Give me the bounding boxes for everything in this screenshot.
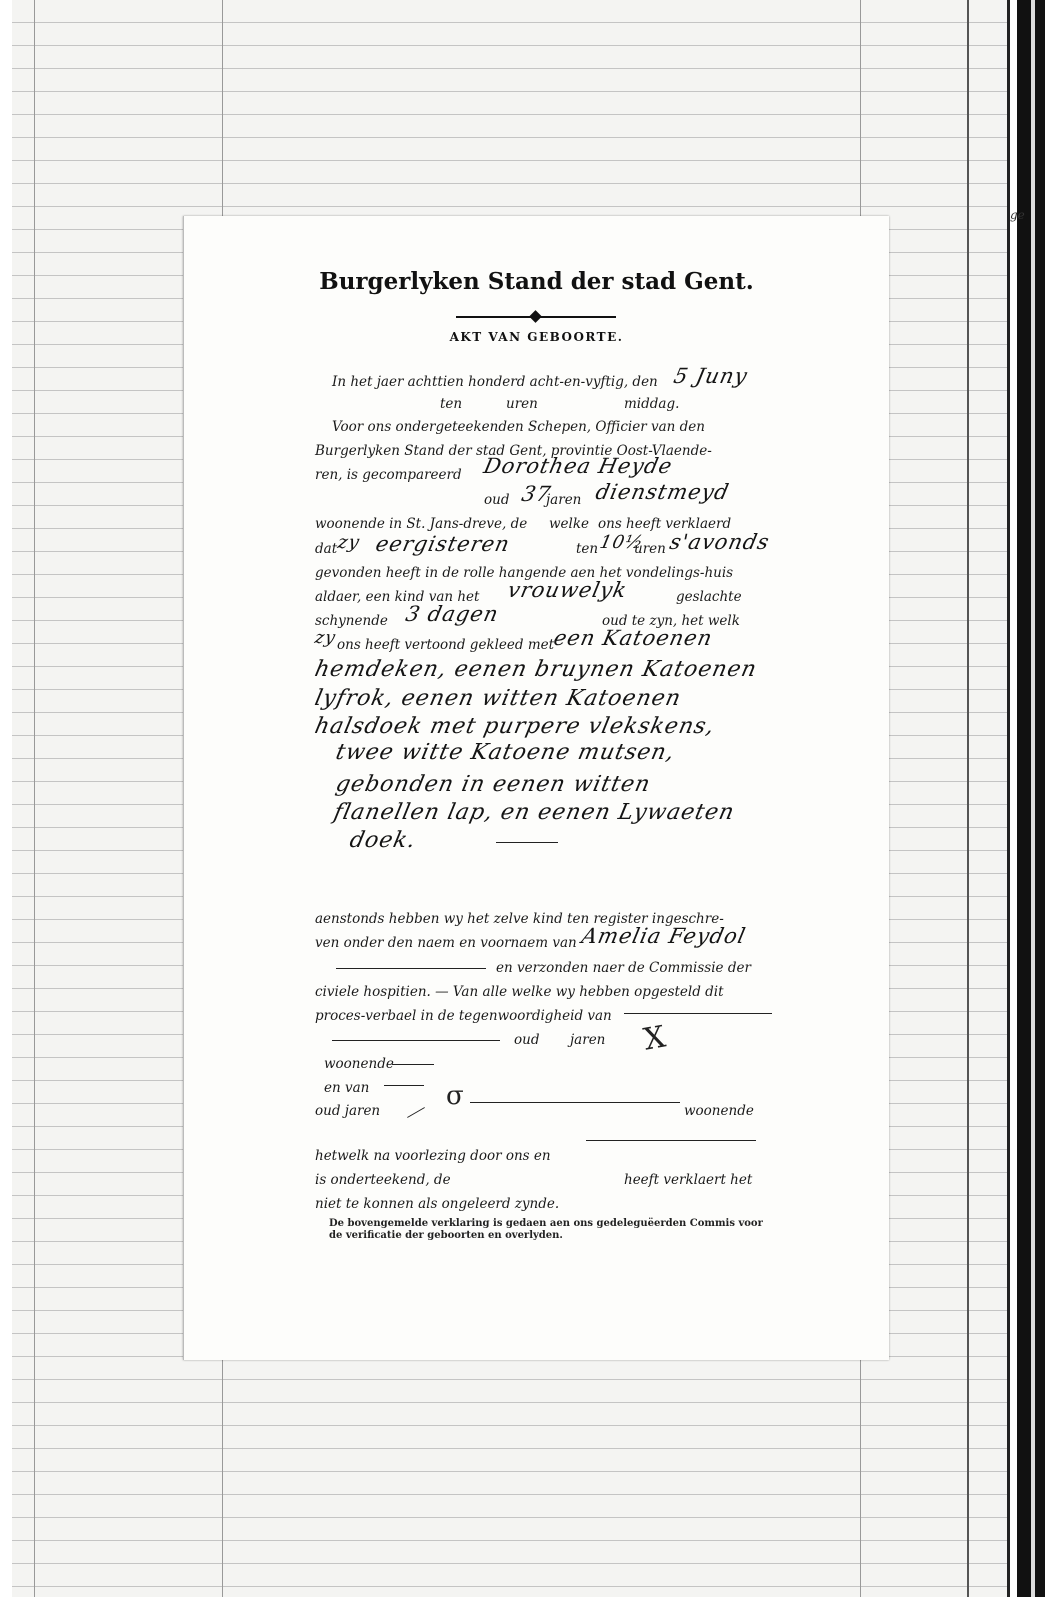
hw-clothing-6: gebonden in eenen witten <box>333 772 653 797</box>
form-line: is onderteekend, de <box>315 1172 451 1188</box>
hw-child-name: Amelia Feydol <box>579 924 749 948</box>
hw-clothing-1: een Katoenen <box>551 626 715 650</box>
form-line: schynende <box>315 613 388 629</box>
form-line: oud <box>484 492 510 508</box>
hw-pronoun: zy <box>335 532 362 553</box>
form-line: ten <box>576 541 599 557</box>
form-line: welke <box>549 516 590 532</box>
form-subtitle: AKT VAN GEBOORTE. <box>449 330 624 344</box>
form-line: en verzonden naer de Commissie der <box>496 960 751 976</box>
form-line: jaren <box>570 1032 606 1048</box>
hw-stroke <box>470 1102 680 1103</box>
ledger-margin-line <box>34 0 35 1597</box>
hw-declarant: Dorothea Heyde <box>481 454 675 478</box>
form-line: middag. <box>624 396 680 412</box>
margin-note-right: ge <box>1010 208 1025 222</box>
title-ornament <box>529 310 542 323</box>
hw-hour: 10½ <box>597 532 646 553</box>
signature-cross-mark: X <box>641 1019 669 1058</box>
blank-line <box>336 968 486 969</box>
form-line: oud te zyn, het welk <box>602 613 740 629</box>
signature-mark: σ <box>446 1081 464 1111</box>
form-line: en van <box>324 1080 370 1096</box>
hw-stroke <box>407 1107 425 1118</box>
form-line: aenstonds hebben wy het zelve kind ten register ingeschre- <box>315 911 724 927</box>
form-line: oud jaren <box>315 1103 381 1119</box>
form-line: proces-verbael in de tegenwoordigheid van <box>315 1008 612 1024</box>
blank-line <box>392 1064 434 1065</box>
form-line: uren <box>634 541 666 557</box>
form-line: ten <box>440 396 463 412</box>
hw-pronoun-2: zy <box>312 628 338 648</box>
book-spine <box>1007 0 1045 1597</box>
form-line: aldaer, een kind van het <box>315 589 480 605</box>
form-line: jaren <box>546 492 582 508</box>
hw-clothing-7: flanellen lap, en eenen Lywaeten <box>331 800 737 825</box>
hw-when: eergisteren <box>373 532 513 556</box>
form-line: ons heeft verklaerd <box>598 516 732 532</box>
hw-stroke <box>496 842 558 843</box>
hw-clothing-5: twee witte Katoene mutsen, <box>333 740 678 765</box>
form-line: hetwelk na voorlezing door ons en <box>315 1148 551 1164</box>
form-title: Burgerlyken Stand der stad Gent. <box>319 268 754 295</box>
blank-line <box>586 1140 756 1141</box>
blank-line <box>624 1013 772 1014</box>
form-line: dat <box>315 541 338 557</box>
form-line: woonende in St. Jans-dreve, de <box>315 516 528 532</box>
form-line: geslachte <box>676 589 742 605</box>
form-line: oud <box>514 1032 540 1048</box>
hw-days: 3 dagen <box>403 602 502 626</box>
form-line: In het jaer achttien honderd acht-en-vyftig, den <box>332 374 658 390</box>
birth-certificate-form <box>183 216 889 1360</box>
form-line: woonende <box>324 1056 394 1072</box>
form-line: ren, is gecompareerd <box>315 467 462 483</box>
hw-sex: vrouwelyk <box>505 578 630 602</box>
hw-clothing-3: lyfrok, eenen witten Katoenen <box>312 686 684 711</box>
form-line: heeft verklaert het <box>624 1172 753 1188</box>
hw-clothing-4: halsdoek met purpere vlekskens, <box>312 714 718 739</box>
form-footnote: De bovengemelde verklaring is gedaen aen ons gedeleguëerden Commis voor de verificatie der geboorten en overlyden. <box>329 1218 763 1241</box>
form-line: ons heeft vertoond gekleed met <box>337 637 555 653</box>
form-line: Burgerlyken Stand der stad Gent, provintie Oost-Vlaende- <box>315 443 712 459</box>
form-line: niet te konnen als ongeleerd zynde. <box>315 1196 560 1212</box>
form-line: ven onder den naem en voornaem van <box>315 935 577 951</box>
form-line: Voor ons ondergeteekenden Schepen, Officier van den <box>332 419 705 435</box>
ledger-column-line <box>967 0 969 1597</box>
form-line: woonende <box>684 1103 754 1119</box>
hw-clothing-2: hemdeken, eenen bruynen Katoenen <box>312 657 760 682</box>
blank-line <box>332 1040 500 1041</box>
hw-date: 5 Juny <box>671 364 751 388</box>
form-line: uren <box>506 396 538 412</box>
hw-clothing-8: doek. <box>347 828 419 853</box>
form-line: civiele hospitien. — Van alle welke wy hebben opgesteld dit <box>315 984 724 1000</box>
blank-line <box>384 1085 424 1086</box>
hw-occupation: dienstmeyd <box>593 480 732 504</box>
hw-time-of-day: s'avonds <box>667 530 772 554</box>
form-line: gevonden heeft in de rolle hangende aen het vondelings-huis <box>315 565 734 581</box>
hw-age: 37 <box>519 482 554 506</box>
